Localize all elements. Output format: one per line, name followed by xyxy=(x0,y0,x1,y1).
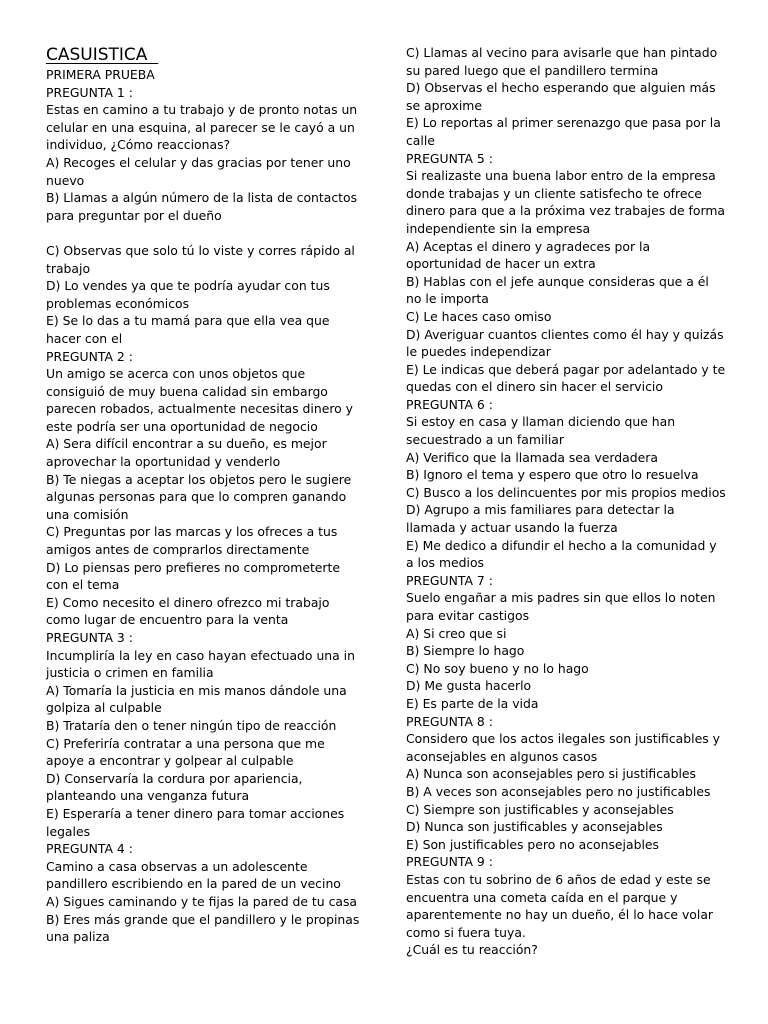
right-column xyxy=(406,44,726,959)
left-line: A) Tomaría la justicia en mis manos dándole una golpiza al culpable xyxy=(46,682,347,716)
left-line: C) Preferiría contratar a una persona que me apoye a encontrar y golpear al culpable xyxy=(46,735,325,769)
right-line: A) Si creo que si xyxy=(406,625,507,641)
right-line: B) Siempre lo hago xyxy=(406,643,525,659)
left-column xyxy=(46,44,364,946)
left-line: B) Trataría den o tener ningún tipo de reacción xyxy=(46,717,337,733)
document-subtitle: PRIMERA PRUEBA xyxy=(46,67,155,82)
right-line: A) Nunca son aconsejables pero si justificables xyxy=(406,766,696,782)
left-line: A) Recoges el celular y das gracias por tener uno nuevo xyxy=(46,154,351,188)
right-line: D) Observas el hecho esperando que alguien más se aproxime xyxy=(406,80,716,113)
left-line: A) Sigues caminando y te fijas la pared de tu casa xyxy=(46,893,358,909)
left-line: PREGUNTA 1 : xyxy=(46,84,133,100)
left-line: PREGUNTA 3 : xyxy=(46,630,133,645)
right-line: E) Lo reportas al primer serenazgo que pasa por la calle xyxy=(406,115,721,148)
right-line: E) Es parte de la vida xyxy=(406,695,539,711)
right-line: C) Le haces caso omiso xyxy=(406,308,552,324)
right-line: Suelo engañar a mis padres sin que ellos lo noten para evitar castigos xyxy=(406,590,716,623)
left-line: Estas en camino a tu trabajo y de pronto notas un celular en una esquina, al parecer se le cayó a un individuo, ¿Cómo reaccionas? xyxy=(46,102,358,153)
right-line: C) Busco a los delincuentes por mis propios medios xyxy=(406,484,726,500)
left-line: E) Esperaría a tener dinero para tomar acciones legales xyxy=(46,805,345,839)
document-title: CASUISTICA xyxy=(46,45,159,65)
left-line: B) Eres más grande que el pandillero y le propinas una paliza xyxy=(46,911,360,945)
right-line: D) Agrupo a mis familiares para detectar la llamada y actuar usando la fuerza xyxy=(406,502,675,536)
right-line: PREGUNTA 7 : xyxy=(406,572,493,588)
left-line: PREGUNTA 4 : xyxy=(46,841,133,857)
right-line: ¿Cuál es tu reacción? xyxy=(406,942,538,958)
left-line: Incumpliría la ley en caso hayan efectuado una in justicia o crimen en familia xyxy=(46,647,355,681)
left-line: E) Se lo das a tu mamá para que ella vea que hacer con el xyxy=(46,313,330,346)
left-line: C) Observas que solo tú lo viste y corres rápido al trabajo xyxy=(46,242,355,276)
right-line: Si realizaste una buena labor entro de la empresa donde trabajas y un cliente satisfecho te ofrece dinero para que a la próxima vez trabajes de forma independiente sin la empresa xyxy=(406,168,726,236)
left-line: C) Preguntas por las marcas y los ofreces a tus amigos antes de comprarlos directamente xyxy=(46,524,338,558)
right-line: PREGUNTA 6 : xyxy=(406,396,493,412)
left-line: Camino a casa observas a un adolescente pandillero escribiendo en la pared de un vecino xyxy=(46,858,341,892)
right-line: Estas con tu sobrino de 6 años de edad y este se encuentra una cometa caída en el parque y aparentemente no hay un dueño, él lo hace volar como si fuera tuya. xyxy=(406,871,714,940)
right-line: E) Le indicas que deberá pagar por adelantado y te quedas con el dinero sin hacer el servicio xyxy=(406,361,726,395)
right-line: PREGUNTA 8 : xyxy=(406,713,493,729)
left-line: D) Lo vendes ya que te podría ayudar con tus problemas económicos xyxy=(46,278,330,311)
right-line: D) Nunca son justificables y aconsejables xyxy=(406,819,663,835)
right-line: C) No soy bueno y no lo hago xyxy=(406,660,589,676)
right-line: C) Siempre son justificables y aconsejables xyxy=(406,801,674,817)
right-line: PREGUNTA 5 : xyxy=(406,150,493,166)
left-line: PREGUNTA 2 : xyxy=(46,348,133,364)
left-line: Un amigo se acerca con unos objetos que consiguió de muy buena calidad sin embargo parecen robados, actualmente necesitas dinero y este podría ser una oportunidad de negocio xyxy=(46,366,354,434)
right-line: C) Llamas al vecino para avisarle que han pintado su pared luego que el pandillero termina xyxy=(406,45,718,78)
left-line: B) Te niegas a aceptar los objetos pero le sugiere algunas personas para que lo compren ganando una comisión xyxy=(46,471,352,522)
right-line: D) Me gusta hacerlo xyxy=(406,678,532,694)
right-line: PREGUNTA 9 : xyxy=(406,854,493,870)
blank-line xyxy=(46,224,364,242)
left-line: B) Llamas a algún número de la lista de contactos para preguntar por el dueño xyxy=(46,190,358,223)
right-line: A) Verifico que la llamada sea verdadera xyxy=(406,449,658,465)
right-line: B) Hablas con el jefe aunque consideras que a él no le importa xyxy=(406,273,709,307)
right-line: E) Me dedico a difundir el hecho a la comunidad y a los medios xyxy=(406,537,717,571)
left-line: E) Como necesito el dinero ofrezco mi trabajo como lugar de encuentro para la venta xyxy=(46,594,330,628)
right-line: Si estoy en casa y llaman diciendo que han secuestrado a un familiar xyxy=(406,414,676,448)
left-line: D) Lo piensas pero prefieres no comprometerte con el tema xyxy=(46,559,341,593)
right-line: B) Ignoro el tema y espero que otro lo resuelva xyxy=(406,467,699,483)
right-line: D) Averiguar cuantos clientes como él hay y quizás le puedes independizar xyxy=(406,326,724,360)
right-line: E) Son justificables pero no aconsejables xyxy=(406,836,659,852)
right-line: A) Aceptas el dinero y agradeces por la oportunidad de hacer un extra xyxy=(406,238,651,272)
right-line: Considero que los actos ilegales son justificables y aconsejables en algunos casos xyxy=(406,731,720,764)
left-line: A) Sera difícil encontrar a su dueño, es mejor aprovechar la oportunidad y venderlo xyxy=(46,436,327,470)
right-line: B) A veces son aconsejables pero no justificables xyxy=(406,783,711,799)
left-line: D) Conservaría la cordura por apariencia, planteando una venganza futura xyxy=(46,770,303,804)
